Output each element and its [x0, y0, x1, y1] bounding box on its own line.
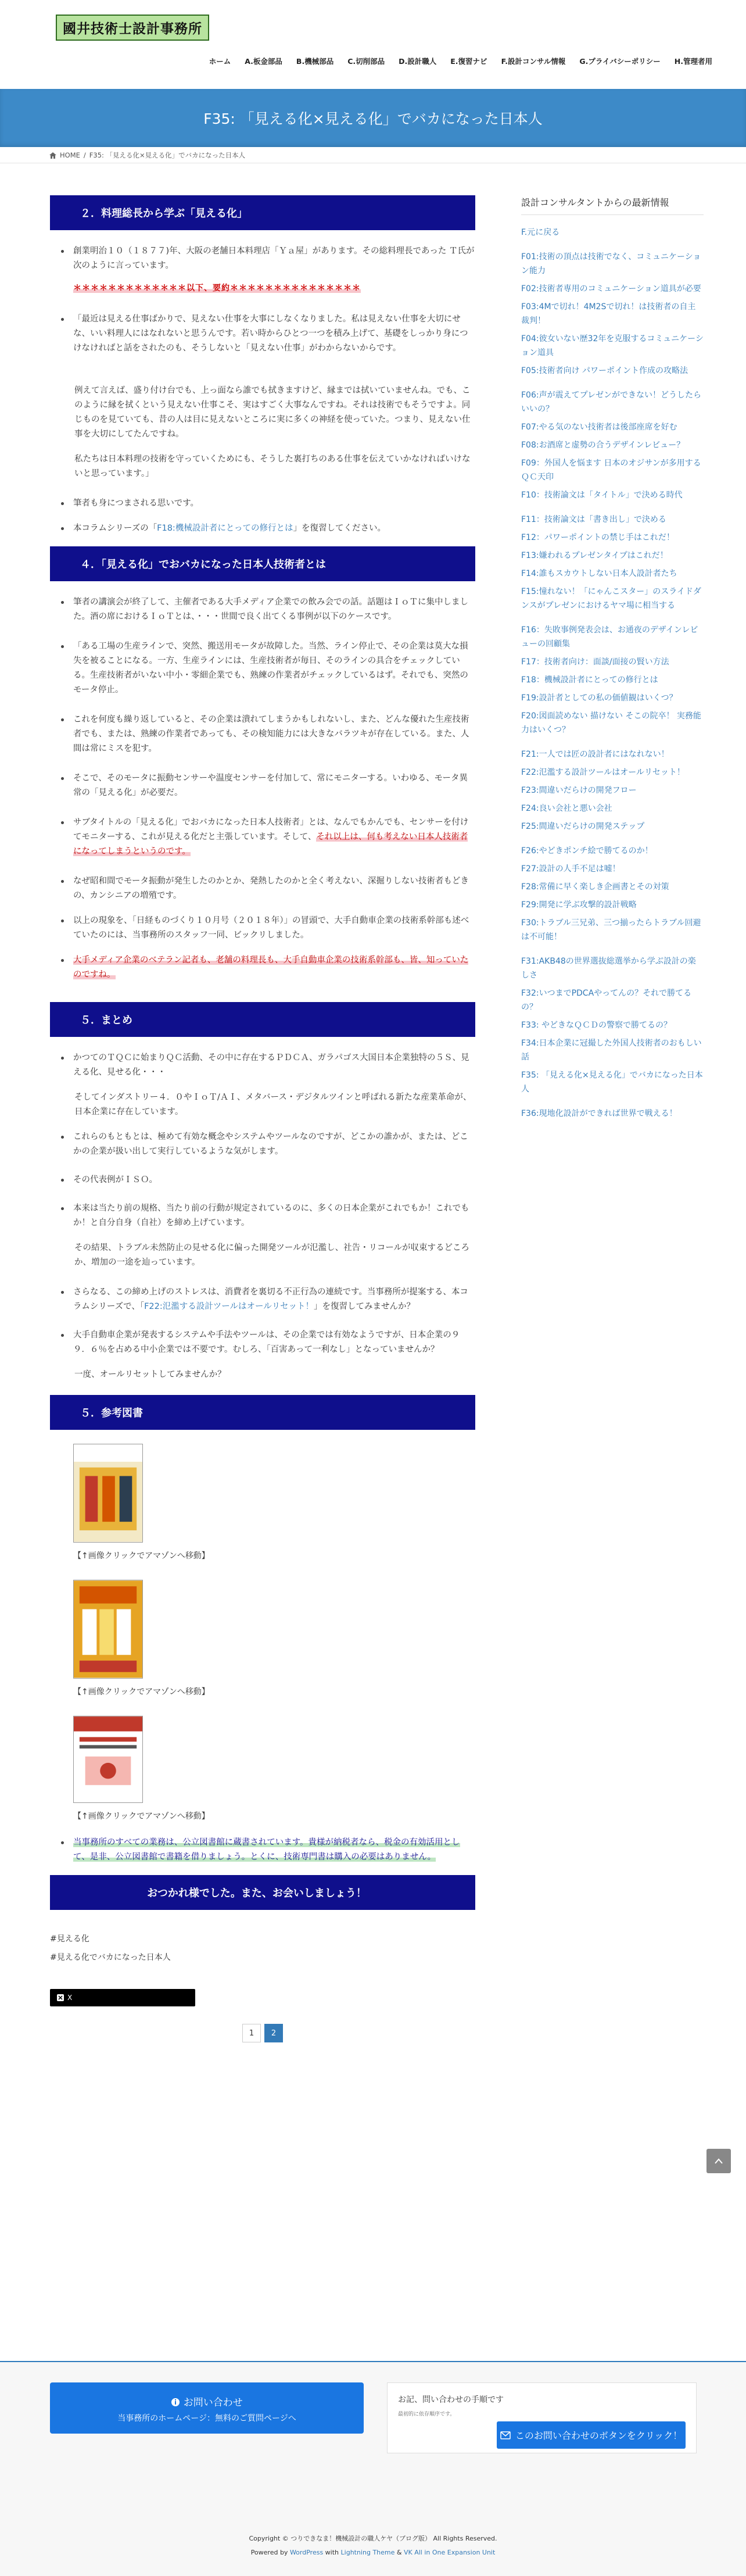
- paragraph: 一度、オールリセットしてみませんか？: [74, 1370, 226, 1379]
- sidebar-link[interactable]: F25:間違いだらけの開発ステップ: [521, 822, 645, 831]
- info-icon: [171, 2398, 180, 2407]
- page-2-current: 2: [264, 2024, 283, 2042]
- list-item: サブタイトルの「見える化」でおバカになった日本人技術者」とは、なんでもかんでも、センサーを付けてモニターする、これが見える化だと主張しています。そして、それ以上は、何も考えない日本人技術者になってしまうというのです。: [59, 815, 475, 859]
- sidebar-link[interactable]: F18：機械設計者にとっての修行とは: [521, 675, 658, 685]
- tag-list: [50, 1930, 475, 1967]
- section-heading-4: ４．「見える化」でおバカになった日本人技術者とは: [50, 546, 475, 581]
- vk-link[interactable]: VK All in One Expansion Unit: [403, 2549, 496, 2556]
- list-item: 以上の現象を、「日経ものづくり１０月号（２０１８年）」の冒頭で、大手自動車企業の技術系幹部も述べていたのには、当事務所のスタッフ一同、ビックリしました。: [59, 914, 475, 943]
- sidebar-link[interactable]: F30:トラブル三兄弟、三つ揃ったらトラブル回避は不可能！: [521, 918, 701, 942]
- article: [50, 195, 475, 2042]
- page-banner: [0, 89, 746, 147]
- list-item: さらなる、この締め上げのストレスは、消費者を裏切る不正行為の連続です。当事務所が提案する、本コラムシリーズで、「F22:氾濫する設計ツールはオールリセット！」を復習してみませんか？: [59, 1285, 475, 1314]
- sidebar-link[interactable]: F12：パワーポイントの禁じ手はこれだ！: [521, 533, 675, 542]
- nav-review[interactable]: E.復習ナビ: [450, 57, 487, 66]
- breadcrumb-sep: /: [83, 151, 86, 159]
- paragraph: 私たちは日本料理の技術を守っていくためにも、そうした裏打ちのある仕事を伝えていかなければいけないと思っています。」: [74, 455, 471, 478]
- sidebar-link[interactable]: F26:やどきポンチ絵で勝てるのか！: [521, 846, 653, 856]
- sidebar-link[interactable]: F24:良い会社と悪い会社: [521, 804, 612, 813]
- nav-privacy[interactable]: G.プライバシーポリシー: [579, 57, 661, 66]
- summary-marker: ＊＊＊＊＊＊＊＊＊＊＊＊＊以下、要約＊＊＊＊＊＊＊＊＊＊＊＊＊＊＊: [73, 284, 361, 293]
- contact-subtitle: 当事務所のホームページ：無料のご質問ページへ: [117, 2414, 296, 2423]
- sidebar-link[interactable]: F10：技術論文は「タイトル」で決める時代: [521, 491, 683, 500]
- sidebar-link[interactable]: F05:技術者向け パワーポイント作成の攻略法: [521, 366, 688, 375]
- contact-steps-title: お記、問い合わせの手順です: [398, 2395, 504, 2405]
- section-heading-2: ２．料理総長から学ぶ「見える化」: [50, 195, 475, 230]
- sidebar-link[interactable]: F14:誰もスカウトしない日本人設計者たち: [521, 569, 677, 578]
- contact-box[interactable]: [50, 2382, 364, 2434]
- copyright: Copyright © つりできなま！機械設計の職人ケヤ（ブログ版） All Rights Reserved. Powered by WordPress with Lightning Theme & VK All in One Expansion Unit: [249, 2535, 497, 2556]
- sidebar-link[interactable]: F28:常備に早く楽しき企画書とその対策: [521, 882, 669, 892]
- sidebar-link[interactable]: F04:彼女いない歴32年を克服するコミュニケーション道具: [521, 334, 704, 357]
- sidebar-title: 設計コンサルタントからの最新情報: [521, 195, 704, 215]
- paragraph: その結果、トラブル未然防止の見せる化に偏った開発ツールが氾濫し、社告・リコールが収束するどころか、増加の一途を辿っています。: [74, 1243, 470, 1267]
- sidebar-link[interactable]: F07:やる気のない技術者は後部座席を好む: [521, 423, 677, 432]
- note-item: 当事務所のすべての業務は、公立図書館に蔵書されています。貴様が納税者なら、税金の有効活用として、是非、公立図書館で書籍を借りましょう。とくに、技術専門書は購入の必要はありません。: [59, 1836, 475, 1865]
- list-item: 大手メディア企業のベテラン記者も、老舗の料理長も、大手自動車企業の技術系幹部も、皆、知っていたのですね。: [59, 953, 475, 982]
- sidebar-link[interactable]: F06:声が震えてプレゼンができない！どうしたらいいの？: [521, 391, 702, 414]
- sidebar-link[interactable]: F09：外国人を悩ます 日本のオジサンが多用するＱＣ天印: [521, 459, 701, 482]
- nav-design-craftsman[interactable]: D.設計職人: [399, 57, 437, 66]
- book-caption: 【↑画像クリックでアマゾンへ移動】: [73, 1812, 210, 1821]
- x-logo-icon: [57, 1994, 64, 2001]
- nav-sheet-metal[interactable]: A.板金部品: [245, 57, 282, 66]
- sidebar-link[interactable]: F27:設計の人手不足は嘘！: [521, 864, 621, 874]
- tag-link[interactable]: #見える化でバカになった日本人: [50, 1953, 171, 1962]
- breadcrumb-current: F35: 「見える化×見える化」でバカになった日本人: [89, 151, 246, 159]
- paragraph: そしてインダストリー４．０やＩｏＴ/ＡＩ、メタバース・デジタルツインと呼ばれる新たな産業革命が、日本企業に存在しています。: [74, 1093, 472, 1117]
- pagination: [50, 2024, 475, 2042]
- arrow-up-icon: [715, 2158, 723, 2164]
- list-item: 「最近は見える仕事ばかりで、見えない仕事を大事にしなくなりました。私は見えない仕事を大切にせな、いい料理人にはなれないと思うんです。若い時からひとつ一つを積み上げて、基礎をしっかり身につけなければと話をされたのも、そうしないと「見えない仕事」がわからないからです。: [59, 312, 475, 356]
- page-title: F35: 「見える化×見える化」でバカになった日本人: [203, 110, 543, 127]
- list-item: 創業明治１０（１８７７)年、大阪の老舗日本料理店「Ｙａ屋」があります。その総料理長であった Ｔ氏が次のように言っています。: [59, 244, 475, 273]
- sidebar: [521, 195, 704, 1125]
- link-f18[interactable]: F18:機械設計者にとっての修行とは: [157, 524, 293, 533]
- contact-steps-box: [387, 2382, 697, 2453]
- page-1-link[interactable]: 1: [242, 2024, 261, 2042]
- list-item: 大手自動車企業が発表するシステムや手法やツールは、その企業では有効なようですが、日本企業の９９．６％を占める中小企業では不要です。むしろ、「百害あって一利なし」となっていませんか？: [59, 1328, 475, 1357]
- sidebar-link[interactable]: F34:日本企業に冠撮した外国人技術者のおもしい話: [521, 1039, 702, 1062]
- list-item: その代表例がＩＳＯ。: [59, 1173, 475, 1187]
- list-item: 本来は当たり前の規格、当たり前の行動が規定されているのに、多くの日本企業がこれでもか！これでもか！と自分自身（自社）を締め上げています。: [59, 1201, 475, 1230]
- nav-home[interactable]: ホーム: [209, 57, 231, 66]
- link-f22[interactable]: F22:氾濫する設計ツールはオールリセット！: [144, 1302, 314, 1311]
- list-item: なぜ昭和間でモータ振動が発生したのかとか、発熱したのかと全く考えない、深掘りしない技術者もどきの、カンシニアの増殖です。: [59, 874, 475, 903]
- nav-cutting-parts[interactable]: C.切削部品: [347, 57, 385, 66]
- section-heading-5: ５．まとめ: [50, 1002, 475, 1037]
- list-item: 本コラムシリーズの「F18:機械設計者にとっての修行とは」を復習してください。: [59, 521, 475, 536]
- list-item: 「ある工場の生産ラインで、突然、搬送用モータが故障した。当然、ライン停止で、その企業は莫大な損失を被ることになる。一方、生産ラインには、生産技術者が毎日、そのラインの具合をチェックしている。生産技術者がいない中小・零細企業でも、熟練の作業者がチェックしているはず。それでも、突然のモータ停止。: [59, 639, 475, 697]
- wordpress-link[interactable]: WordPress: [289, 2549, 324, 2556]
- share-x-button[interactable]: X: [50, 1989, 195, 2006]
- closing-banner: おつかれ様でした。また、お会いしましょう！: [50, 1875, 475, 1910]
- site-header: [0, 0, 746, 89]
- sidebar-link[interactable]: F02:技術者専用のコミュニケーション道具が必要: [521, 284, 701, 294]
- mail-icon: [500, 2431, 511, 2439]
- nav-machine-parts[interactable]: B.機械部品: [296, 57, 334, 66]
- paragraph: 例えて言えば、盛り付け台でも、上っ面なら誰でも拭きますけど、縁までは拭いていませんね。でも、このように縁を拭くという見えない仕事こそ、実はすごく大事なんですね。それは技術でもそうですよ。同じものを見ていても、昔の人は目に見えないところに実に多くの神経を使っていた。つまり、見えない仕事を大切にしてたんですね。: [74, 386, 471, 439]
- sidebar-link[interactable]: F21:一人では匠の設計者にはなれない！: [521, 750, 669, 759]
- sidebar-link[interactable]: F08:お酒席と虚勢の合うデザインレビュー？: [521, 441, 685, 450]
- sidebar-link[interactable]: F11：技術論文は「書き出し」で決める: [521, 515, 666, 524]
- book-cover-3[interactable]: [73, 1716, 143, 1803]
- sidebar-link[interactable]: F36:現地化設計ができれば世界で戦える！: [521, 1109, 677, 1118]
- sidebar-link[interactable]: F15:憧れない！「にゃんこスター」のスライドダンスがプレゼンにおけるヤマ場に相当する: [521, 587, 701, 610]
- sidebar-link[interactable]: F.元に戻る: [521, 228, 560, 237]
- global-nav: [209, 56, 712, 66]
- list-item: 筆者の講演会が終了して、主催者である大手メディア企業での飲み会での話。話題はＩｏＴに集中しました。酒の席におけるＩｏＴとは、・・・世間で良く出てくる事例が以下のケースです。: [59, 595, 475, 624]
- sidebar-link[interactable]: F01:技術の頂点は技術でなく、コミュニケーション能力: [521, 252, 701, 276]
- breadcrumb: [49, 151, 245, 160]
- book-cover-1[interactable]: [73, 1444, 143, 1543]
- sidebar-link[interactable]: F33: やどきなＱＣＤの警察で勝てるの？: [521, 1021, 672, 1030]
- list-item: 筆者も身につまされる思いです。: [59, 496, 475, 511]
- site-footer: [0, 2361, 746, 2576]
- home-icon: [49, 152, 56, 159]
- contact-steps-note: 最初的に依存順序です。: [398, 2412, 456, 2417]
- sidebar-link[interactable]: F16：失敗事例発表会は、お通夜のデザインレビューの回顧集: [521, 625, 698, 649]
- sidebar-link[interactable]: F13:嫌われるプレゼンタイプはこれだ！: [521, 551, 668, 560]
- sidebar-list: [521, 226, 704, 1121]
- tag-link[interactable]: #見える化: [50, 1934, 89, 1944]
- section-heading-references: ５．参考図書: [50, 1395, 475, 1430]
- sidebar-link[interactable]: F32:いつまでPDCAやってんの？それで勝てるの？: [521, 989, 692, 1012]
- book-caption: 【↑画像クリックでアマゾンへ移動】: [73, 1551, 210, 1561]
- sidebar-link[interactable]: F03:4Mで切れ！4M2Sで切れ！は技術者の自主裁判！: [521, 302, 696, 325]
- list-item: そこで、そのモータに振動センサーや温度センサーを付加して、常にモニターする。いわゆる、モータ異常の「見える化」が必要だ。: [59, 771, 475, 800]
- nav-admin[interactable]: H.管理者用: [674, 57, 712, 66]
- sidebar-link[interactable]: F35: 「見える化×見える化」でバカになった日本人: [521, 1071, 703, 1094]
- book-caption: 【↑画像クリックでアマゾンへ移動】: [73, 1687, 210, 1697]
- contact-title: お問い合わせ: [183, 2397, 243, 2409]
- list-item: これを何度も繰り返していると、その企業は潰れてしまうかもしれないし、また、どんな優れた生産技術者でも、または、熟練の作業者であっても、その検知能力には大きなバラツキが存在している。また、人間は常にミスを犯す。: [59, 713, 475, 756]
- book-cover-2[interactable]: [73, 1580, 143, 1679]
- sidebar-link[interactable]: F20:図面読めない 描けない そこの院卒！ 実務能力はいくつ？: [521, 711, 701, 735]
- theme-link[interactable]: Lightning Theme: [340, 2549, 395, 2556]
- list-item: これらのもともとは、極めて有効な概念やシステムやツールなのですが、どこかの誰かが、または、どこかの企業が扱い出して実行しているような気がします。: [59, 1130, 475, 1159]
- breadcrumb-home[interactable]: HOME: [60, 151, 80, 159]
- scroll-to-top-button[interactable]: [706, 2149, 731, 2173]
- sidebar-link[interactable]: F22:氾濫する設計ツールはオールリセット！: [521, 768, 685, 777]
- sidebar-link[interactable]: F29:開発に学ぶ攻撃的設計戦略: [521, 900, 637, 910]
- nav-consult[interactable]: F.設計コンサル情報: [501, 57, 566, 66]
- sidebar-link[interactable]: F31:AKB48の世界選抜総選挙から学ぶ設計の楽しさ: [521, 957, 696, 980]
- site-logo[interactable]: 國井技術士設計事務所: [56, 15, 209, 41]
- sidebar-link[interactable]: F23:間違いだらけの開発フロー: [521, 786, 637, 795]
- list-item: かつてのＴＱＣに始まりＱＣ活動、その中に存在するＰＤＣＡ、ガラパゴス大国日本企業独特の５Ｓ、見える化、見せる化・・・: [59, 1051, 475, 1080]
- sidebar-link[interactable]: F19:設計者としての私の価値観はいくつ？: [521, 693, 677, 703]
- sidebar-link[interactable]: F17：技術者向け：面談/面接の賢い方法: [521, 657, 669, 667]
- contact-button[interactable]: このお問い合わせのボタンをクリック！: [497, 2421, 686, 2449]
